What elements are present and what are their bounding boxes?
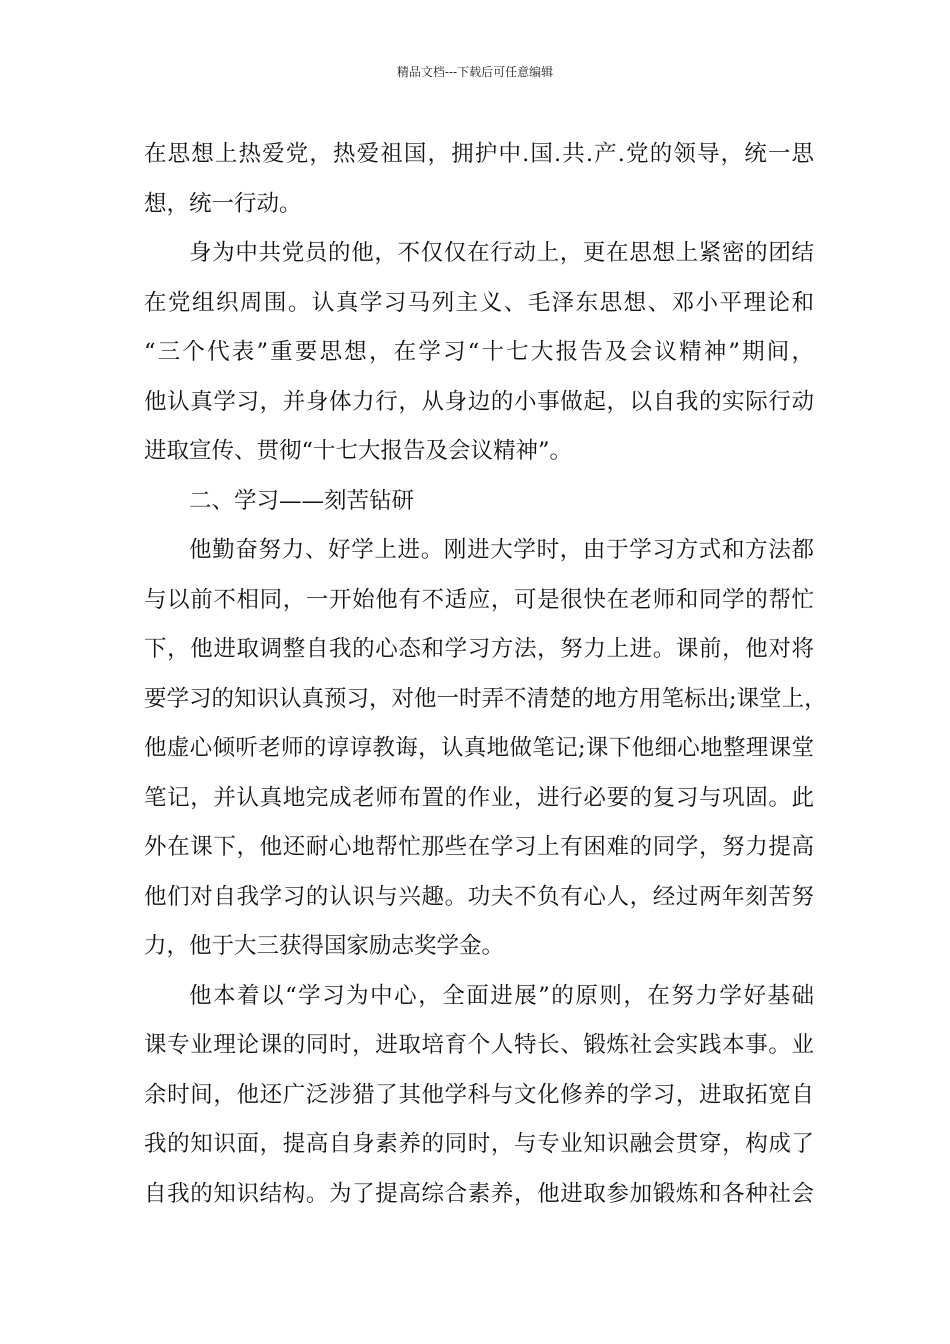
text-line: 在思想上热爱党，热爱祖国，拥护中.国.共.产.党的领导，统一思 [144, 141, 814, 167]
text-line: 他勤奋努力、好学上进。刚进大学时，由于学习方式和方法都 [189, 537, 814, 563]
text-line: 我的知识面，提高自身素养的同时，与专业知识融会贯穿，构成了 [144, 1131, 814, 1157]
text-line: 要学习的知识认真预习，对他一时弄不清楚的地方用笔标出;课堂上， [144, 685, 827, 712]
text-line: 在党组织周围。认真学习马列主义、毛泽东思想、邓小平理论和 [144, 289, 814, 316]
text-line: “三个代表”重要思想，在学习“十七大报告及会议精神”期间， [144, 339, 814, 365]
text-line: 外在课下，他还耐心地帮忙那些在学习上有困难的同学，努力提高 [144, 834, 814, 860]
text-line: 想，统一行动。 [144, 190, 302, 217]
text-line: 身为中共党员的他，不仅仅在行动上，更在思想上紧密的团结 [189, 240, 814, 266]
section-heading [144, 477, 814, 527]
paragraph [144, 972, 814, 1220]
text-line: 课专业理论课的同时，进取培育个人特长、锻炼社会实践本事。业 [144, 1032, 814, 1058]
text-line: 他们对自我学习的认识与兴趣。功夫不负有心人，经过两年刻苦努 [144, 883, 814, 910]
text-line: 下，他进取调整自我的心态和学习方法，努力上进。课前，他对将 [144, 636, 814, 662]
paragraph [144, 526, 827, 972]
text-line: 力，他于大三获得国家励志奖学金。 [144, 933, 505, 959]
paragraph [144, 130, 814, 229]
text-line: 笔记，并认真地完成老师布置的作业，进行必要的复习与巩固。此 [144, 784, 814, 811]
text-line: 与以前不相同，一开始他有不适应，可是很快在老师和同学的帮忙 [144, 586, 814, 613]
text-line: 自我的知识结构。为了提高综合素养，他进取参加锻炼和各种社会 [144, 1180, 814, 1207]
text-line: 他认真学习，并身体力行，从身边的小事做起，以自我的实际行动 [144, 388, 814, 415]
text-line: 进取宣传、贯彻“十七大报告及会议精神”。 [144, 438, 573, 464]
text-line: 余时间，他还广泛涉猎了其他学科与文化修养的学习，进取拓宽自 [144, 1081, 814, 1108]
section-heading-text: 二、学习——刻苦钻研 [189, 487, 415, 514]
text-line: 他本着以“学习为中心，全面进展”的原则，在努力学好基础 [189, 982, 814, 1009]
paragraph [144, 229, 814, 477]
document-body [144, 130, 827, 1219]
text-line: 他虚心倾听老师的谆谆教诲，认真地做笔记;课下他细心地整理课堂 [144, 735, 814, 761]
page-header: 精品文档---下载后可任意编辑 [396, 65, 554, 79]
